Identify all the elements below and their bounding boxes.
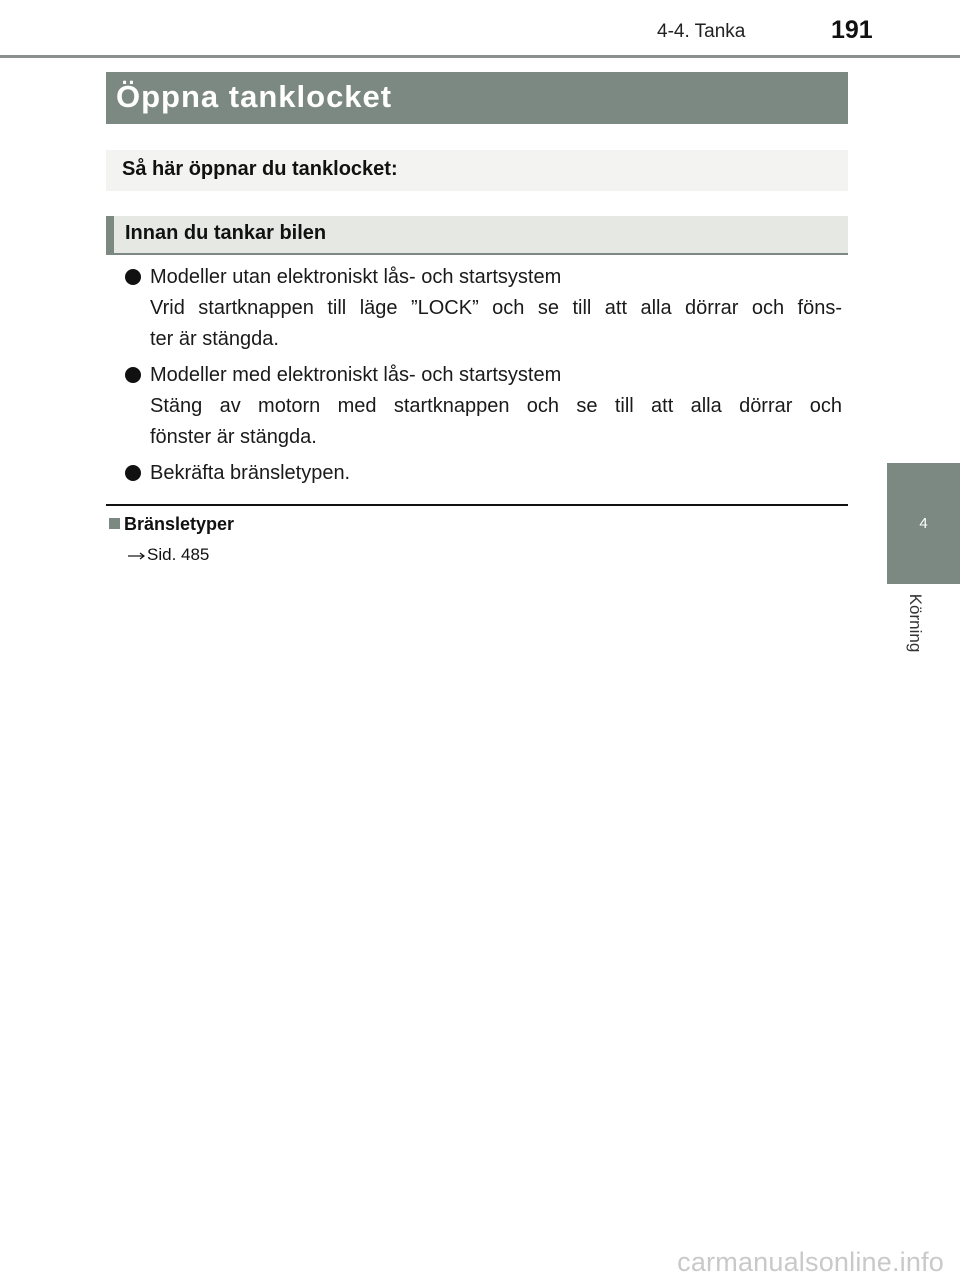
bullet-line: Bekräfta bränsletypen.	[150, 462, 351, 484]
chapter-number: 4	[919, 515, 928, 532]
bullet-dot-icon	[125, 367, 141, 383]
bullet-dot-icon	[125, 269, 141, 285]
arrow-right-icon	[127, 550, 147, 562]
page-title: Öppna tanklocket	[116, 79, 393, 114]
watermark: carmanualsonline.info	[677, 1247, 944, 1277]
header-section: 4-4. Tanka	[657, 21, 746, 42]
bullet-line: ter är stängda.	[150, 328, 279, 350]
bullet-line: fönster är stängda.	[150, 426, 317, 448]
subheading-text: Innan du tankar bilen	[125, 222, 327, 244]
bullet-list	[122, 262, 842, 494]
subheading-box	[106, 216, 848, 255]
note-title: Bränsletyper	[124, 514, 235, 534]
page-title-bar	[106, 72, 848, 124]
bullet-line: Vrid startknappen till läge ”LOCK” och se till att alla dörrar och föns-	[150, 297, 842, 319]
chapter-label	[906, 583, 924, 663]
bullet-item	[122, 262, 842, 355]
header-rule	[0, 55, 960, 58]
intro-text: Så här öppnar du tanklocket:	[122, 158, 398, 180]
bullet-line: Modeller med elektroniskt lås- och startsystem	[150, 364, 562, 386]
chapter-label-text: Körning	[906, 593, 925, 653]
bullet-item	[122, 360, 842, 453]
chapter-tab	[887, 463, 960, 584]
section-divider	[106, 504, 848, 506]
intro-box	[106, 150, 848, 191]
square-bullet-icon	[109, 518, 120, 529]
page-reference-text: Sid. 485	[147, 545, 210, 564]
bullet-item	[122, 458, 842, 489]
page-reference-link[interactable]	[127, 545, 209, 565]
bullet-line: Modeller utan elektroniskt lås- och startsystem	[150, 266, 562, 288]
subheading-accent-bar	[106, 216, 114, 253]
page-number: 191	[831, 16, 873, 44]
bullet-dot-icon	[125, 465, 141, 481]
bullet-line: Stäng av motorn med startknappen och se till att alla dörrar och	[150, 395, 842, 417]
